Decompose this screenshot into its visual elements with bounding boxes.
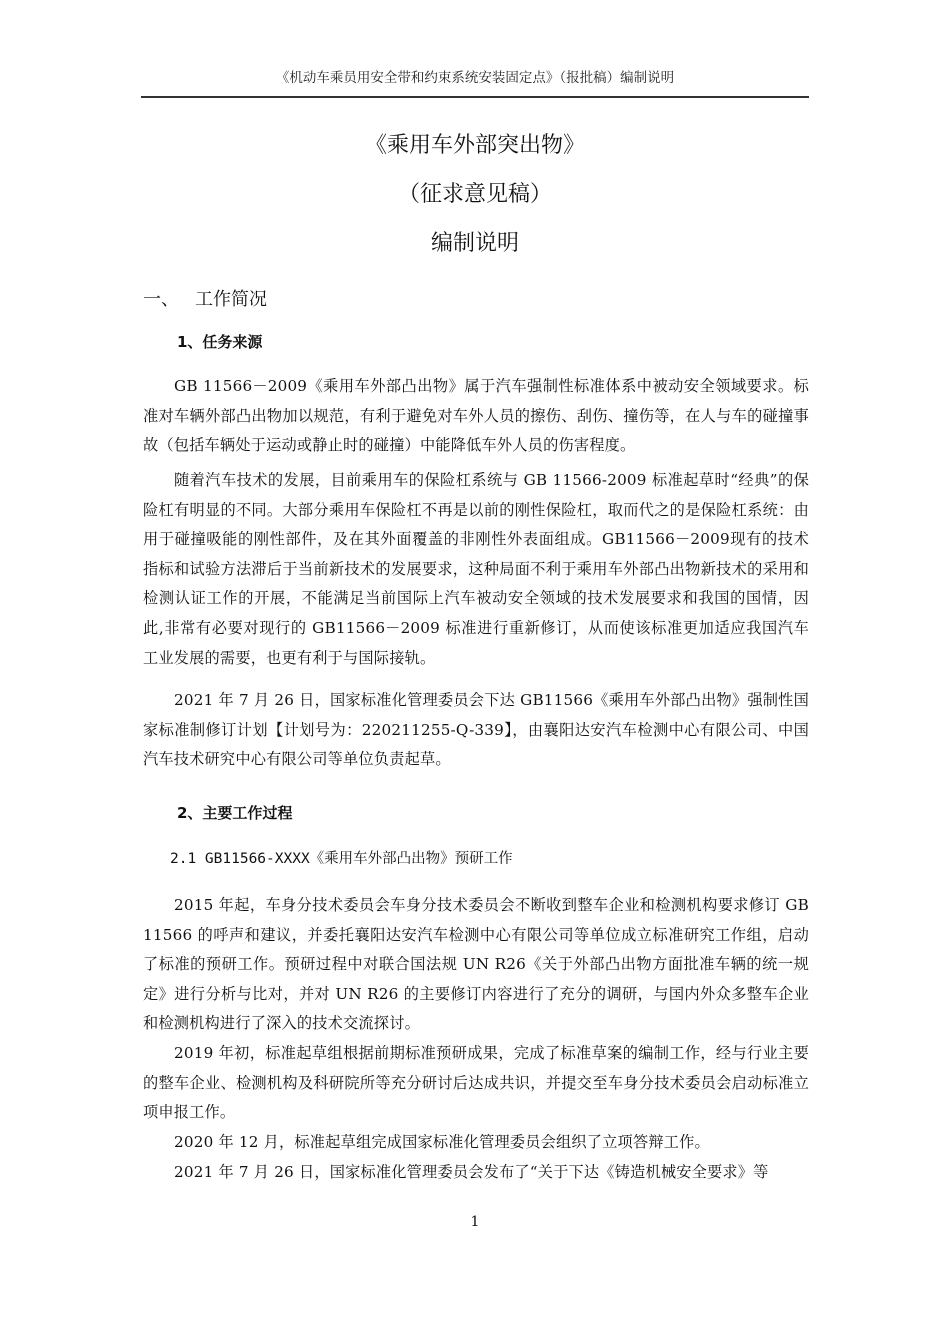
document-title: 《乘用车外部突出物》 [364,133,585,158]
running-header-title: 《机动车乘员用安全带和约束系统安装固定点》（报批稿）编制说明 [275,70,675,86]
document-status: （征求意见稿） [397,182,552,207]
subsubsection-heading-preresearch: 2.1 GB11566-XXXX《乘用车外部凸出物》预研工作 [170,851,513,867]
section-heading-1 [143,285,267,311]
section-title: 工作简况 [195,289,267,310]
section-number: 一、 [143,289,179,310]
paragraph: 2019 年初，标准起草组根据前期标准预研成果，完成了标准草案的编制工作，经与行业主要的整车企业、检测机构及科研院所等充分研讨后达成共识，并提交至车身分技术委员会启动标准立项申报工作。 [143,1044,809,1122]
header-divider [141,96,809,98]
paragraph: 随着汽车技术的发展，目前乘用车的保险杠系统与 GB 11566-2009 标准起草时“经典”的保险杠有明显的不同。大部分乘用车保险杠不再是以前的刚性保险杠，取而代之的是保险杠系统：由用于碰撞吸能的刚性部件，及在其外面覆盖的非刚性外表面组成。GB11566－2009现有的技术指标和试验方法滞后于当前新技术的发展要求，这种局面不利于乘用车外部凸出物新技术的采用和检测认证工作的开展，不能满足当前国际上汽车被动安全领域的技术发展要求和我国的国情，因此,非常有必要对现行的 GB11566－2009 标准进行重新修订，从而使该标准更加适应我国汽车工业发展的需要，也更有利于与国际接轨。 [143,471,809,667]
paragraph: 2021 年 7 月 26 日，国家标准化管理委员会发布了“关于下达《铸造机械安全要求》等 [174,1163,769,1181]
page-number: 1 [470,1214,480,1230]
paragraph: 2020 年 12 月，标准起草组完成国家标准化管理委员会组织了立项答辩工作。 [174,1133,710,1151]
paragraph: GB 11566－2009《乘用车外部凸出物》属于汽车强制性标准体系中被动安全领域要求。标准对车辆外部凸出物加以规范，有利于避免对车外人员的擦伤、刮伤、撞伤等，在人与车的碰撞事故（包括车辆处于运动或静止时的碰撞）中能降低车外人员的伤害程度。 [143,377,809,455]
subsection-heading-work-process: 2、主要工作过程 [177,804,293,822]
subsection-heading-task-source: 1、任务来源 [177,333,263,351]
document-subtitle: 编制说明 [430,231,519,256]
paragraph: 2015 年起，车身分技术委员会车身分技术委员会不断收到整车企业和检测机构要求修订 GB 11566 的呼声和建议，并委托襄阳达安汽车检测中心有限公司等单位成立标准研究工作组，启动了标准的预研工作。预研过程中对联合国法规 UN R26《关于外部凸出物方面批准车辆的统一规定》进行分析与比对，并对 UN R26 的主要修订内容进行了充分的调研，与国内外众多整车企业和检测机构进行了深入的技术交流探讨。 [143,896,809,1033]
paragraph: 2021 年 7 月 26 日，国家标准化管理委员会下达 GB11566《乘用车外部凸出物》强制性国家标准制修订计划【计划号为：220211255-Q-339】，由襄阳达安汽车检测中心有限公司、中国汽车技术研究中心有限公司等单位负责起草。 [143,691,809,769]
